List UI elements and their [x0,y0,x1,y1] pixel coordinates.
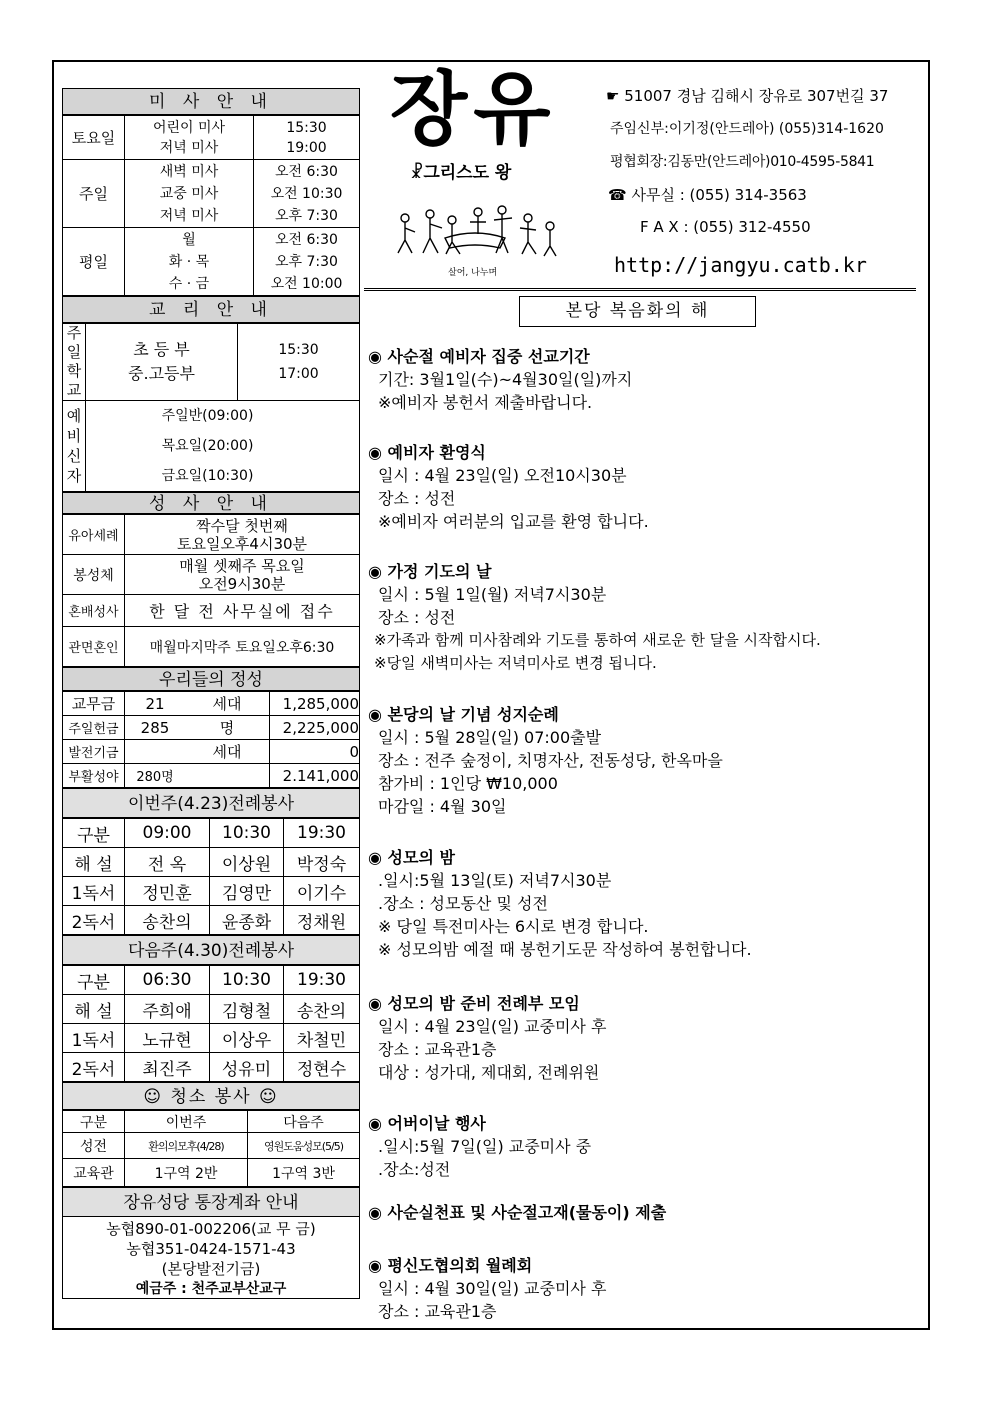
mass-day: 평일 [63,228,125,296]
col-header: 19:30 [284,819,360,848]
notice-line: ※당일 새벽미사는 저녁미사로 변경 됩니다. [374,654,657,672]
next-week-table [62,965,360,1082]
notice-line: 참가비 : 1인당 ₩10,000 [378,774,558,793]
notice-block [368,441,649,533]
offering-label: 주일헌금 [63,716,125,740]
mass-time: 오전 10:00 [270,275,343,292]
notice-line: ※ 당일 특전미사는 6시로 변경 합니다. [378,917,649,936]
notice-bullet-icon: ◉ [368,1114,382,1133]
telephone-icon: ☎ [608,186,627,204]
notice-line: 대상 : 성가대, 제대회, 전례위원 [378,1063,600,1082]
people-illustration [390,198,560,268]
role-label: 1독서 [63,1024,125,1053]
col-header: 10:30 [210,966,284,995]
account-header: 장유성당 통장계좌 안내 [62,1187,360,1217]
offering-table [62,691,360,788]
server-name: 정현수 [284,1053,360,1082]
mass-time: 오전 10:30 [270,185,343,202]
notice-block [368,1254,606,1323]
notice-bullet-icon: ◉ [368,848,382,867]
col-header: 구분 [63,1111,125,1133]
role-label: 해 설 [63,848,125,877]
offering-amount: 0 [270,740,360,764]
account-line: (본당발전기금) [161,1260,261,1278]
school-level: 초 등 부 [133,340,190,359]
server-name: 이상원 [210,848,284,877]
mass-time: 오후 7:30 [275,207,338,224]
notice-title: 가정 기도의 날 [387,562,492,581]
offering-count: 21 [125,692,186,716]
notice-line: .장소:성전 [378,1160,451,1179]
notice-line: 장소 : 성전 [378,489,456,508]
notice-block [368,703,723,818]
notice-line: .일시:5월 7일(일) 교중미사 중 [378,1137,592,1156]
mass-item: 저녁 미사 [159,139,219,156]
server-name: 송찬의 [284,995,360,1024]
notice-block [368,345,632,414]
server-name: 이기수 [284,877,360,906]
sacrament-line: 짝수달 첫번째 [196,516,288,535]
notice-line: 장소 : 성전 [378,608,456,627]
year-theme-box: 본당 복음화의 해 [519,296,756,327]
masthead-rule [364,288,916,291]
notice-block [368,1201,666,1224]
server-name: 성유미 [210,1053,284,1082]
notice-line: ※예비자 여러분의 입교를 환영 합니다. [378,512,649,531]
address-text: 51007 경남 김해시 장유로 307번길 37 [624,87,889,105]
office-phone-text: 사무실 : (055) 314-3563 [631,186,807,204]
notice-title: 예비자 환영식 [387,443,486,462]
notice-line: 기간: 3월1일(수)~4월30일(일)까지 [378,370,633,389]
account-line: 농협890-01-002206(교 무 금) [106,1220,316,1238]
role-label: 2독서 [63,906,125,935]
account-holder: 예금주 : 천주교부산교구 [135,1281,287,1297]
mass-time: 오후 7:30 [275,253,338,270]
role-label: 해 설 [63,995,125,1024]
notice-line: .일시:5월 13일(토) 저녁7시30분 [378,871,612,890]
sacrament-line: 매월마지막주 토요일오후6:30 [125,627,360,667]
server-name: 박정숙 [284,848,360,877]
notice-line: 일시 : 5월 28일(일) 07:00출발 [378,728,602,747]
server-name: 김형철 [210,995,284,1024]
notice-bullet-icon: ◉ [368,705,382,724]
server-name: 김영만 [210,877,284,906]
notice-line: 장소 : 교육관1층 [378,1302,497,1321]
notice-bullet-icon: ◉ [368,443,382,462]
sacrament-label: 관면혼인 [63,627,125,667]
council-info: 평협회장:김동만(안드레아)010-4595-5841 [610,154,875,170]
notice-bullet-icon: ◉ [368,347,382,366]
mass-item: 새벽 미사 [159,163,219,180]
this-week-header: 이번주(4.23)전례봉사 [62,788,360,818]
mass-item: 월 [182,231,196,248]
offering-label: 부활성야 [63,764,125,788]
server-name: 정민훈 [125,877,210,906]
catechism-table [62,323,360,492]
notice-title: 성모의 밤 준비 전례부 모임 [387,994,580,1013]
server-name: 송찬의 [125,906,210,935]
offering-count [125,740,186,764]
server-name: 주희애 [125,995,210,1024]
cleaning-group: 영원도움성모(5/5) [248,1133,360,1159]
col-header: 10:30 [210,819,284,848]
catechumen-label: 예 비 신 자 [63,401,86,492]
mass-time: 19:00 [286,139,327,156]
notice-block [368,992,606,1084]
school-level: 중.고등부 [128,364,195,383]
catechumen-class: 주일반(09:00) [161,408,254,424]
mass-item: 저녁 미사 [159,207,219,224]
left-column [62,88,360,1299]
notice-title: 사순실천표 및 사순절고재(물동이) 제출 [387,1203,667,1222]
sacrament-label: 혼배성사 [63,595,125,627]
notice-bullet-icon: ◉ [368,1203,382,1222]
cleaning-group: 1구역 2반 [125,1159,248,1187]
cleaning-group: 환의의모후(4/28) [125,1133,248,1159]
account-line: 농협351-0424-1571-43 [126,1240,296,1258]
office-phone [608,184,807,205]
mass-time: 15:30 [286,119,327,136]
mass-item: 어린이 미사 [152,119,226,136]
cleaning-place: 교육관 [63,1159,125,1187]
notice-line: 장소 : 교육관1층 [378,1040,497,1059]
sunday-school-label: 주 일 학 교 [63,324,86,401]
catechumen-class: 금요일(10:30) [161,468,254,484]
sacrament-line: 오전9시30분 [198,574,286,593]
notice-line: 일시 : 4월 30일(일) 교중미사 후 [378,1279,607,1298]
offering-unit [185,764,270,788]
illustration-caption: 살어, 나누며 [448,268,498,278]
cleaning-place: 성전 [63,1133,125,1159]
notice-block [368,560,821,675]
offering-amount: 1,285,000 [270,692,360,716]
mass-day: 주일 [63,160,125,228]
notice-line: 일시 : 5월 1일(월) 저녁7시30분 [378,585,607,604]
cleaning-group: 1구역 3반 [248,1159,360,1187]
sacrament-label: 유아세례 [63,515,125,555]
notice-title: 성모의 밤 [387,848,455,867]
sacraments-table [62,514,360,667]
mass-header: 미 사 안 내 [62,88,360,115]
this-week-table [62,818,360,935]
col-header: 다음주 [248,1111,360,1133]
masthead-subtitle: ☧그리스도 왕 [410,163,512,183]
notice-block [368,846,752,961]
sacrament-line: 한 달 전 사무실에 접수 [125,595,360,627]
offering-amount: 2.141,000 [270,764,360,788]
school-time: 17:00 [278,366,319,382]
notice-line: 장소 : 전주 숲정이, 치명자산, 전동성당, 한옥마을 [378,751,723,770]
sacrament-line: 토요일오후4시30분 [176,534,308,553]
offering-amount: 2,225,000 [270,716,360,740]
offering-unit: 세대 [185,740,270,764]
notice-line: ※예비자 봉헌서 제출바랍니다. [378,393,593,412]
notice-title: 평신도협의회 월례회 [387,1256,533,1275]
server-name: 윤종화 [210,906,284,935]
notice-title: 어버이날 행사 [387,1114,486,1133]
col-header: 06:30 [125,966,210,995]
mass-day: 토요일 [63,116,125,160]
sacrament-label: 봉성체 [63,555,125,595]
offering-count: 280명 [125,764,186,788]
mass-item: 화 · 목 [168,253,210,270]
server-name: 전 옥 [125,848,210,877]
col-header: 구분 [63,966,125,995]
notice-line: .장소 : 성모동산 및 성전 [378,894,548,913]
notice-title: 본당의 날 기념 성지순례 [387,705,559,724]
next-week-header: 다음주(4.30)전례봉사 [62,935,360,965]
server-name: 이상우 [210,1024,284,1053]
website-url[interactable]: http://jangyu.catb.kr [614,253,867,277]
sacrament-line: 매월 셋째주 목요일 [179,556,305,575]
pastor-info: 주임신부:이기정(안드레아) (055)314-1620 [610,121,884,137]
server-name: 노규현 [125,1024,210,1053]
cleaning-table [62,1110,360,1187]
col-header: 09:00 [125,819,210,848]
offering-count: 285 [125,716,186,740]
mass-table [62,115,360,296]
school-time: 15:30 [278,342,319,358]
notice-line: 일시 : 4월 23일(일) 오전10시30분 [378,466,627,485]
notice-line: 마감일 : 4월 30일 [378,797,507,816]
offering-label: 발전기금 [63,740,125,764]
mass-item: 교중 미사 [159,185,219,202]
mass-item: 수 · 금 [168,275,210,292]
server-name: 차철민 [284,1024,360,1053]
notice-line: 일시 : 4월 23일(일) 교중미사 후 [378,1017,607,1036]
offering-label: 교무금 [63,692,125,716]
pointing-hand-icon: ☛ [606,87,620,105]
mass-time: 오전 6:30 [275,231,338,248]
notice-line: ※ 성모의밤 예절 때 봉헌기도문 작성하여 봉헌합니다. [378,940,752,959]
catechism-header: 교 리 안 내 [62,296,360,323]
col-header: 19:30 [284,966,360,995]
address [606,85,888,106]
mass-time: 오전 6:30 [275,163,338,180]
notice-bullet-icon: ◉ [368,562,382,581]
col-header: 구분 [63,819,125,848]
notice-bullet-icon: ◉ [368,994,382,1013]
notice-line: ※가족과 함께 미사참례와 기도를 통하여 새로운 한 달을 시작합시다. [374,631,821,649]
sacraments-header: 성 사 안 내 [62,492,360,514]
col-header: 이번주 [125,1111,248,1133]
server-name: 정채원 [284,906,360,935]
masthead-title: 장유 [390,63,557,156]
notice-title: 사순절 예비자 집중 선교기간 [387,347,590,366]
catechumen-class: 목요일(20:00) [161,438,254,454]
role-label: 1독서 [63,877,125,906]
offering-header: 우리들의 정성 [62,667,360,691]
fax: F A X : (055) 312-4550 [640,218,811,236]
notice-block [368,1112,591,1181]
offering-unit: 명 [185,716,270,740]
account-box [62,1217,360,1299]
cleaning-header: ☺ 청소 봉사 ☺ [62,1082,360,1110]
server-name: 최진주 [125,1053,210,1082]
offering-unit: 세대 [185,692,270,716]
notice-bullet-icon: ◉ [368,1256,382,1275]
role-label: 2독서 [63,1053,125,1082]
